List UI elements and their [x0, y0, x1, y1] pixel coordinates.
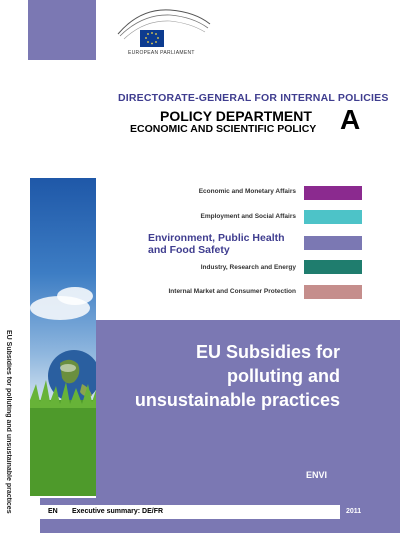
topic-internal-market: Internal Market and Consumer Protection	[168, 288, 296, 295]
department-title: POLICY DEPARTMENT	[160, 108, 312, 124]
committee-code: ENVI	[306, 470, 328, 480]
publication-year: 2011	[346, 508, 362, 515]
topic-industry-energy: Industry, Research and Energy	[200, 264, 296, 271]
topic-employment-social: Employment and Social Affairs	[200, 213, 296, 220]
directorate-title: DIRECTORATE-GENERAL FOR INTERNAL POLICIES	[118, 92, 389, 104]
department-letter: A	[340, 104, 361, 135]
language-code: EN	[48, 508, 58, 515]
topic-environment-health: Environment, Public Health and Food Safety	[148, 232, 285, 256]
topic-swatch-rose	[304, 285, 362, 299]
topic-swatch-lavender	[304, 236, 362, 250]
executive-summary-label: Executive summary: DE/FR	[72, 508, 164, 515]
topic-swatch-teal	[304, 260, 362, 274]
department-subtitle: ECONOMIC AND SCIENTIFIC POLICY	[130, 123, 317, 135]
topic-swatch-purple	[304, 186, 362, 200]
topic-economic-monetary: Economic and Monetary Affairs	[198, 188, 296, 195]
spine-title: EU Subsidies for polluting and unsustainable practices	[5, 330, 12, 514]
institution-name: EUROPEAN PARLIAMENT	[128, 50, 195, 56]
top-left-color-block	[28, 0, 96, 60]
earth-grass-photo	[30, 178, 96, 496]
topic-swatch-cyan	[304, 210, 362, 224]
document-title: EU Subsidies for polluting and unsustainable practices	[134, 342, 340, 410]
